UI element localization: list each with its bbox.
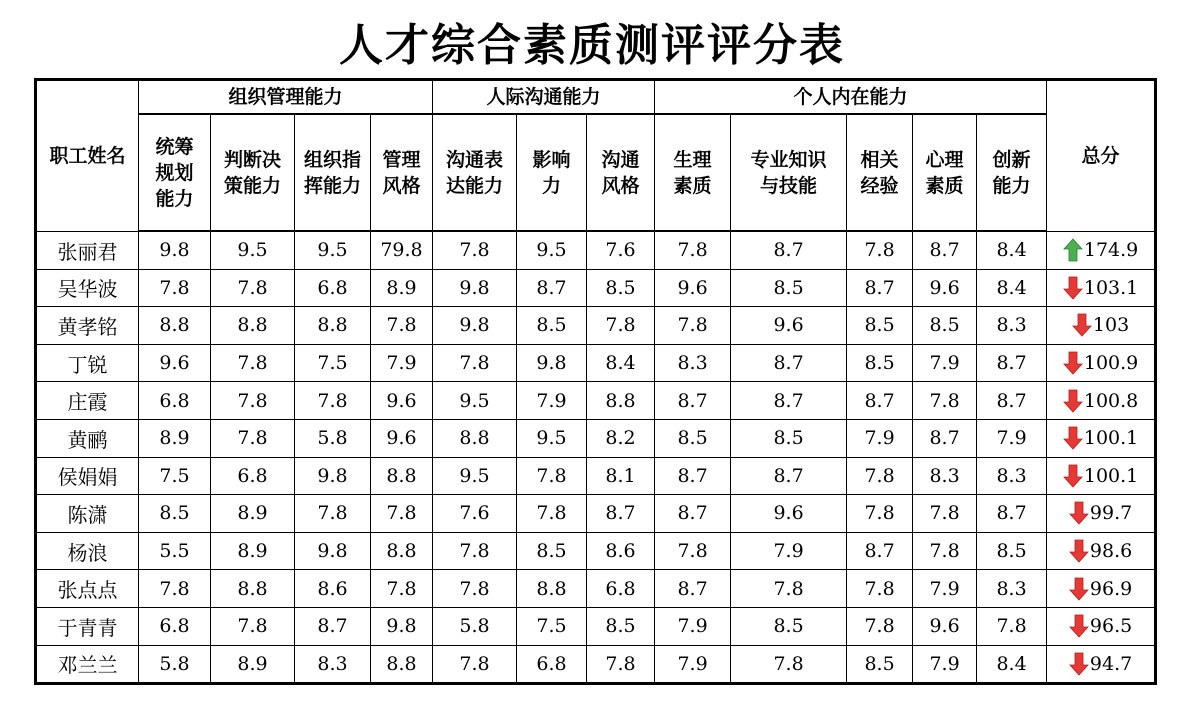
score-cell: 7.9 [913,570,977,608]
score-cell: 7.8 [211,344,295,382]
score-cell: 8.5 [847,645,913,684]
score-cell: 8.7 [977,495,1047,533]
score-cell: 8.7 [847,382,913,420]
score-cell: 7.8 [433,570,517,608]
employee-name: 张点点 [36,570,139,608]
score-cell: 8.8 [371,645,433,684]
down-arrow-icon [1063,389,1083,413]
score-cell: 9.5 [517,231,587,269]
score-cell: 7.8 [731,570,847,608]
sub-header-line: 挥能力 [303,174,361,197]
score-cell: 7.5 [139,457,211,495]
score-cell: 9.8 [139,231,211,269]
sub-header [517,114,587,231]
name-header: 职工姓名 [36,80,139,232]
group-header-management: 组织管理能力 [139,80,433,115]
score-cell: 8.5 [913,307,977,345]
score-cell: 7.8 [211,419,295,457]
table-row [36,607,1156,645]
total-cell [1047,419,1156,457]
down-arrow-icon [1069,652,1089,676]
total-cell [1047,307,1156,345]
score-cell: 8.7 [295,607,371,645]
score-cell: 8.7 [731,382,847,420]
employee-name: 于青青 [36,607,139,645]
score-cell: 8.7 [913,419,977,457]
sub-header-line: 沟通表 [446,148,504,171]
score-cell: 7.8 [913,532,977,570]
total-cell [1047,269,1156,307]
table-row [36,645,1156,684]
score-cell: 7.9 [655,607,731,645]
score-cell: 8.5 [587,269,655,307]
score-cell: 7.8 [433,532,517,570]
total-value: 100.1 [1083,427,1139,450]
score-cell: 8.4 [977,231,1047,269]
employee-name: 黄鹂 [36,419,139,457]
sub-header-line: 统筹 [155,135,194,158]
score-cell: 8.7 [977,382,1047,420]
score-cell: 7.8 [433,645,517,684]
table-row [36,457,1156,495]
score-cell: 7.8 [433,231,517,269]
score-cell: 8.5 [847,344,913,382]
score-cell: 7.9 [847,419,913,457]
score-cell: 8.9 [211,645,295,684]
total-value: 94.7 [1089,652,1133,675]
score-cell: 9.8 [517,344,587,382]
score-cell: 9.5 [433,382,517,420]
score-cell: 7.8 [847,607,913,645]
score-cell: 7.8 [913,495,977,533]
down-arrow-icon [1069,539,1089,563]
total-cell [1047,607,1156,645]
score-cell: 8.7 [655,570,731,608]
sub-header [587,114,655,231]
score-cell: 8.2 [587,419,655,457]
sub-header [139,114,211,231]
score-cell: 7.9 [517,382,587,420]
score-cell: 7.6 [587,231,655,269]
employee-name: 侯娟娟 [36,457,139,495]
score-cell: 7.8 [433,344,517,382]
sub-header-line: 生理 [673,148,712,171]
score-table [34,78,1157,685]
score-cell: 8.8 [211,570,295,608]
score-cell: 7.8 [655,307,731,345]
score-cell: 7.8 [847,570,913,608]
score-cell: 8.5 [139,495,211,533]
sub-header-line: 心理 [925,148,964,171]
total-value: 100.8 [1083,389,1139,412]
total-value: 96.5 [1089,615,1133,638]
employee-name: 邓兰兰 [36,645,139,684]
table-row [36,307,1156,345]
score-cell: 7.5 [517,607,587,645]
sub-header-line: 沟通 [601,148,640,171]
score-cell: 8.7 [847,269,913,307]
total-value: 100.9 [1083,352,1139,375]
score-cell: 8.5 [655,419,731,457]
sub-header-line: 专业知识 [750,148,827,171]
score-cell: 6.8 [587,570,655,608]
sub-header-line: 能力 [992,174,1031,197]
score-cell: 8.7 [731,231,847,269]
score-cell: 7.8 [371,307,433,345]
employee-name: 丁锐 [36,344,139,382]
score-cell: 8.9 [211,495,295,533]
employee-name: 吴华波 [36,269,139,307]
score-cell: 6.8 [139,382,211,420]
score-cell: 8.8 [211,307,295,345]
score-cell: 8.8 [371,532,433,570]
score-cell: 7.8 [587,645,655,684]
total-value: 103 [1092,314,1130,337]
score-cell: 8.5 [587,607,655,645]
sub-header [847,114,913,231]
score-cell: 6.8 [295,269,371,307]
up-arrow-icon [1063,238,1083,262]
down-arrow-icon [1063,276,1083,300]
score-cell: 8.1 [587,457,655,495]
score-cell: 7.9 [731,532,847,570]
sub-header-line: 管理 [382,148,421,171]
score-cell: 9.8 [433,307,517,345]
score-cell: 7.8 [139,269,211,307]
score-cell: 5.8 [295,419,371,457]
sub-header-line: 与技能 [760,174,818,197]
score-cell: 9.6 [731,495,847,533]
group-header-personal: 个人内在能力 [655,80,1047,115]
employee-name: 张丽君 [36,231,139,269]
score-cell: 8.6 [295,570,371,608]
score-cell: 5.5 [139,532,211,570]
score-cell: 7.9 [913,344,977,382]
score-cell: 5.8 [433,607,517,645]
sub-header [913,114,977,231]
total-cell [1047,532,1156,570]
score-cell: 7.8 [295,495,371,533]
score-cell: 7.8 [731,645,847,684]
score-cell: 7.8 [847,231,913,269]
score-cell: 8.7 [655,457,731,495]
score-cell: 8.9 [211,532,295,570]
score-cell: 8.5 [977,532,1047,570]
score-cell: 79.8 [371,231,433,269]
sub-header [295,114,371,231]
score-cell: 7.8 [517,457,587,495]
score-cell: 7.9 [977,419,1047,457]
table-row [36,231,1156,269]
score-cell: 7.6 [433,495,517,533]
score-cell: 9.5 [295,231,371,269]
score-cell: 9.6 [731,307,847,345]
score-cell: 7.8 [211,269,295,307]
score-cell: 8.7 [517,269,587,307]
total-cell [1047,231,1156,269]
score-cell: 8.5 [517,532,587,570]
score-cell: 7.8 [295,382,371,420]
score-cell: 7.8 [371,570,433,608]
total-value: 100.1 [1083,464,1139,487]
score-cell: 8.3 [913,457,977,495]
employee-name: 陈潇 [36,495,139,533]
score-cell: 8.9 [139,419,211,457]
score-cell: 7.8 [211,607,295,645]
score-cell: 8.5 [731,269,847,307]
score-cell: 8.5 [517,307,587,345]
sub-header [731,114,847,231]
total-cell [1047,344,1156,382]
total-value: 174.9 [1083,239,1139,262]
score-cell: 8.5 [847,307,913,345]
score-cell: 9.5 [211,231,295,269]
score-cell: 9.6 [913,607,977,645]
score-cell: 8.8 [517,570,587,608]
score-cell: 9.8 [433,269,517,307]
table-row [36,419,1156,457]
score-cell: 8.3 [977,570,1047,608]
total-cell [1047,645,1156,684]
table-row [36,344,1156,382]
sub-header-line: 创新 [992,148,1031,171]
score-cell: 8.9 [371,269,433,307]
sub-header-line: 达能力 [446,174,504,197]
sub-header-line: 组织指 [303,148,361,171]
sub-header-line: 策能力 [223,174,281,197]
score-cell: 7.9 [655,645,731,684]
score-cell: 8.3 [295,645,371,684]
table-row [36,382,1156,420]
score-cell: 8.8 [295,307,371,345]
score-cell: 8.3 [977,457,1047,495]
sub-header-line: 经验 [860,174,899,197]
score-cell: 6.8 [211,457,295,495]
score-cell: 8.6 [587,532,655,570]
score-cell: 9.8 [295,457,371,495]
sub-header-line: 影响 [532,148,571,171]
total-cell [1047,457,1156,495]
score-cell: 7.8 [847,495,913,533]
score-cell: 7.8 [913,382,977,420]
page-title: 人才综合素质测评评分表 [339,20,845,71]
score-cell: 9.6 [139,344,211,382]
score-cell: 7.9 [913,645,977,684]
score-cell: 9.8 [295,532,371,570]
table-row [36,532,1156,570]
score-cell: 9.6 [371,419,433,457]
score-cell: 8.7 [731,457,847,495]
score-cell: 8.8 [139,307,211,345]
employee-name: 杨浪 [36,532,139,570]
down-arrow-icon [1069,501,1089,525]
sub-header-line: 能力 [155,187,194,210]
score-cell: 8.7 [977,344,1047,382]
sub-header-line: 力 [542,174,562,197]
sub-header-line: 规划 [155,161,194,184]
total-cell [1047,382,1156,420]
score-cell: 9.5 [433,457,517,495]
score-cell: 8.8 [433,419,517,457]
score-cell: 8.4 [977,269,1047,307]
score-cell: 7.8 [847,457,913,495]
score-cell: 7.8 [655,231,731,269]
sub-header-line: 风格 [601,174,640,197]
sub-header-line: 素质 [925,174,964,197]
score-cell: 8.8 [371,457,433,495]
score-cell: 8.7 [655,495,731,533]
score-cell: 8.8 [587,382,655,420]
score-cell: 7.8 [655,532,731,570]
down-arrow-icon [1069,614,1089,638]
sub-header-line: 素质 [673,174,712,197]
down-arrow-icon [1069,577,1089,601]
score-cell: 9.6 [371,382,433,420]
table-row [36,269,1156,307]
score-cell: 7.8 [139,570,211,608]
employee-name: 庄霞 [36,382,139,420]
score-cell: 7.8 [977,607,1047,645]
down-arrow-icon [1063,426,1083,450]
sub-header-line: 风格 [382,174,421,197]
sub-header-line: 相关 [860,148,899,171]
score-cell: 8.3 [977,307,1047,345]
table-row [36,570,1156,608]
down-arrow-icon [1063,351,1083,375]
score-cell: 7.9 [371,344,433,382]
score-cell: 8.7 [847,532,913,570]
score-cell: 8.4 [977,645,1047,684]
total-header: 总分 [1047,80,1156,232]
total-value: 99.7 [1089,502,1133,525]
score-cell: 8.3 [655,344,731,382]
down-arrow-icon [1063,464,1083,488]
sub-header [433,114,517,231]
score-cell: 8.7 [913,231,977,269]
score-cell: 7.5 [295,344,371,382]
score-cell: 8.7 [731,344,847,382]
sub-header [977,114,1047,231]
score-cell: 9.5 [517,419,587,457]
score-cell: 8.4 [587,344,655,382]
group-header-communication: 人际沟通能力 [433,80,655,115]
table-row [36,495,1156,533]
score-cell: 6.8 [517,645,587,684]
score-cell: 8.7 [655,382,731,420]
score-cell: 9.6 [655,269,731,307]
score-cell: 7.8 [587,307,655,345]
score-cell: 8.5 [731,419,847,457]
score-cell: 7.8 [211,382,295,420]
total-cell [1047,495,1156,533]
score-cell: 5.8 [139,645,211,684]
score-cell: 7.8 [371,495,433,533]
score-cell: 8.7 [587,495,655,533]
score-cell: 8.5 [731,607,847,645]
score-cell: 9.6 [913,269,977,307]
score-cell: 9.8 [371,607,433,645]
score-cell: 7.8 [517,495,587,533]
sub-header [655,114,731,231]
sub-header [211,114,295,231]
down-arrow-icon [1072,313,1092,337]
total-value: 103.1 [1083,276,1139,299]
total-value: 96.9 [1089,577,1133,600]
total-value: 98.6 [1089,540,1133,563]
total-cell [1047,570,1156,608]
employee-name: 黄孝铭 [36,307,139,345]
sub-header [371,114,433,231]
score-cell: 6.8 [139,607,211,645]
sub-header-line: 判断决 [223,148,281,171]
